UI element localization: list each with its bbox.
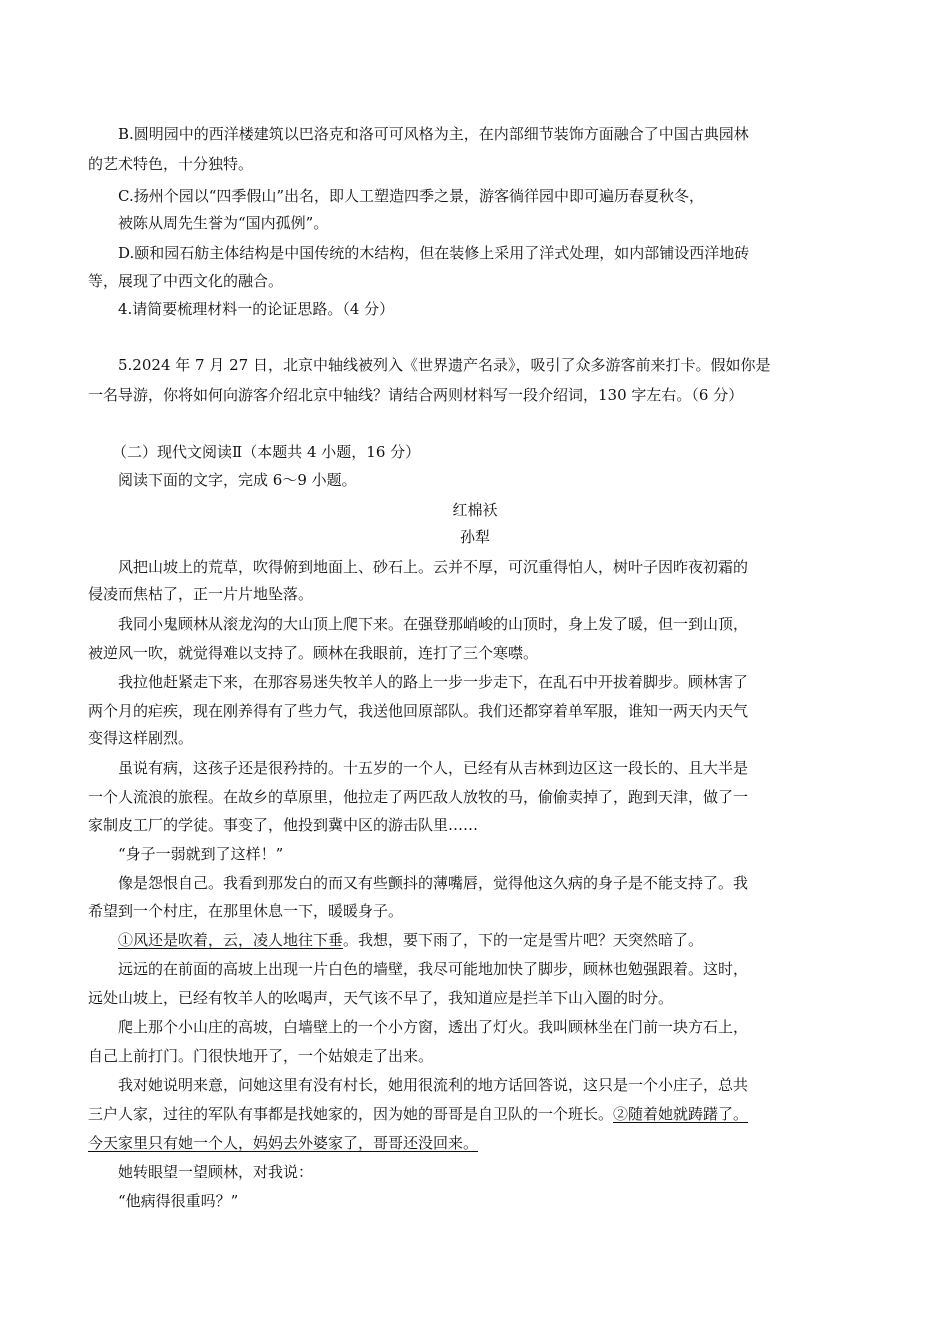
paragraph-6-line2: 希望到一个村庄，在那里休息一下，暖暖身子。: [88, 902, 404, 920]
paragraph-7-rest: 。我想，要下雨了，下的一定是雪片吧？天突然暗了。: [343, 931, 704, 949]
paragraph-4-line3: 家制皮工厂的学徒。事变了，他投到冀中区的游击队里……: [88, 816, 479, 834]
option-b-line2: 的艺术特色，十分独特。: [88, 155, 254, 173]
paragraph-5: “身子一弱就到了这样！”: [118, 845, 284, 863]
paragraph-1-line1: 风把山坡上的荒草，吹得俯到地面上、砂石上。云并不厚，可沉重得怕人，树叶子因昨夜初霜的: [118, 558, 749, 576]
underlined-sentence-2b: 今天家里只有她一个人，妈妈去外婆家了，哥哥还没回来。: [88, 1134, 479, 1152]
paragraph-9-line1: 爬上那个小山庄的高坡，白墙壁上的一个小方窗，透出了灯火。我叫顾林坐在门前一块方石上，: [118, 1018, 749, 1036]
paragraph-2-line1: 我同小鬼顾林从滚龙沟的大山顶上爬下来。在强登那峭峻的山顶时，身上发了暖，但一到山顶，: [118, 615, 749, 633]
paragraph-6-line1: 像是怨恨自己。我看到那发白的而又有些颤抖的薄嘴唇，觉得他这久病的身子是不能支持了。我: [118, 874, 749, 892]
paragraph-10-line3: [88, 1133, 478, 1153]
paragraph-8-line1: 远远的在前面的高坡上出现一片白色的墙壁，我尽可能地加快了脚步，顾林也勉强跟着。这时，: [118, 960, 749, 978]
story-author: 孙犁: [459, 528, 490, 546]
paragraph-1-line2: 侵凌而焦枯了，正一片片地坠落。: [88, 585, 314, 603]
option-b-line1: B.圆明园中的西洋楼建筑以巴洛克和洛可可风格为主，在内部细节装饰方面融合了中国古典园林: [118, 125, 749, 143]
option-c-line2: 被陈从周先生誉为“国内孤例”。: [118, 214, 329, 232]
paragraph-3-line3: 变得这样剧烈。: [88, 729, 194, 747]
question-5-line1: 5.2024 年 7 月 27 日，北京中轴线被列入《世界遗产名录》，吸引了众多游客前来打卡。假如你是: [118, 356, 771, 374]
paragraph-8-line2: 远处山坡上，已经有牧羊人的吆喝声，天气该不早了，我知道应是拦羊下山入圈的时分。: [88, 989, 674, 1007]
paragraph-3-line1: 我拉他赶紧走下来，在那容易迷失牧羊人的路上一步一步走下，在乱石中开拔着脚步。顾林害了: [118, 673, 749, 691]
option-c-line1: C.扬州个园以“四季假山”出名，即人工塑造四季之景，游客徜徉园中即可遍历春夏秋冬，: [118, 187, 705, 205]
underlined-sentence-1: ①风还是吹着，云，凌人地往下垂: [118, 931, 344, 949]
paragraph-10-line1: 我对她说明来意，问她这里有没有村长，她用很流利的地方话回答说，这只是一个小庄子，总共: [118, 1076, 749, 1094]
option-d-line1: D.颐和园石舫主体结构是中国传统的木结构，但在装修上采用了洋式处理，如内部铺设西洋地砖: [118, 244, 750, 262]
paragraph-10-line2: [88, 1104, 748, 1124]
paragraph-7: [118, 930, 703, 950]
paragraph-3-line2: 两个月的疟疾，现在刚养得有了些力气，我送他回原部队。我们还都穿着单军服，谁知一两天内天气: [88, 702, 749, 720]
paragraph-4-line1: 虽说有病，这孩子还是很矜持的。十五岁的一个人，已经有从吉林到边区这一段长的、且大半是: [118, 759, 749, 777]
paragraph-10-line2-text: 三户人家，过往的军队有事都是找她家的，因为她的哥哥是自卫队的一个班长。: [88, 1105, 614, 1123]
paragraph-9-line2: 自己上前打门。门很快地开了，一个姑娘走了出来。: [88, 1047, 434, 1065]
section-heading: （二）现代文阅读Ⅱ（本题共 4 小题，16 分）: [112, 443, 421, 461]
option-d-line2: 等，展现了中西文化的融合。: [88, 272, 284, 290]
paragraph-11: 她转眼望一望顾林，对我说：: [118, 1163, 314, 1181]
story-title: 红棉袄: [452, 501, 498, 519]
paragraph-12: “他病得很重吗？”: [118, 1192, 239, 1210]
section-instruction: 阅读下面的文字，完成 6～9 小题。: [118, 471, 357, 489]
underlined-sentence-2a: ②随着她就踌躇了。: [613, 1105, 749, 1123]
question-5-line2: 一名导游，你将如何向游客介绍北京中轴线？请结合两则材料写一段介绍词，130 字左右。（6 分）: [88, 386, 744, 404]
paragraph-4-line2: 一个人流浪的旅程。在故乡的草原里，他拉走了两匹敌人放牧的马，偷偷卖掉了，跑到天津，做了一: [88, 788, 749, 806]
paragraph-2-line2: 被逆风一吹，就觉得难以支持了。顾林在我眼前，连打了三个寒噤。: [88, 644, 539, 662]
question-4: 4.请简要梳理材料一的论证思路。（4 分）: [118, 300, 395, 318]
